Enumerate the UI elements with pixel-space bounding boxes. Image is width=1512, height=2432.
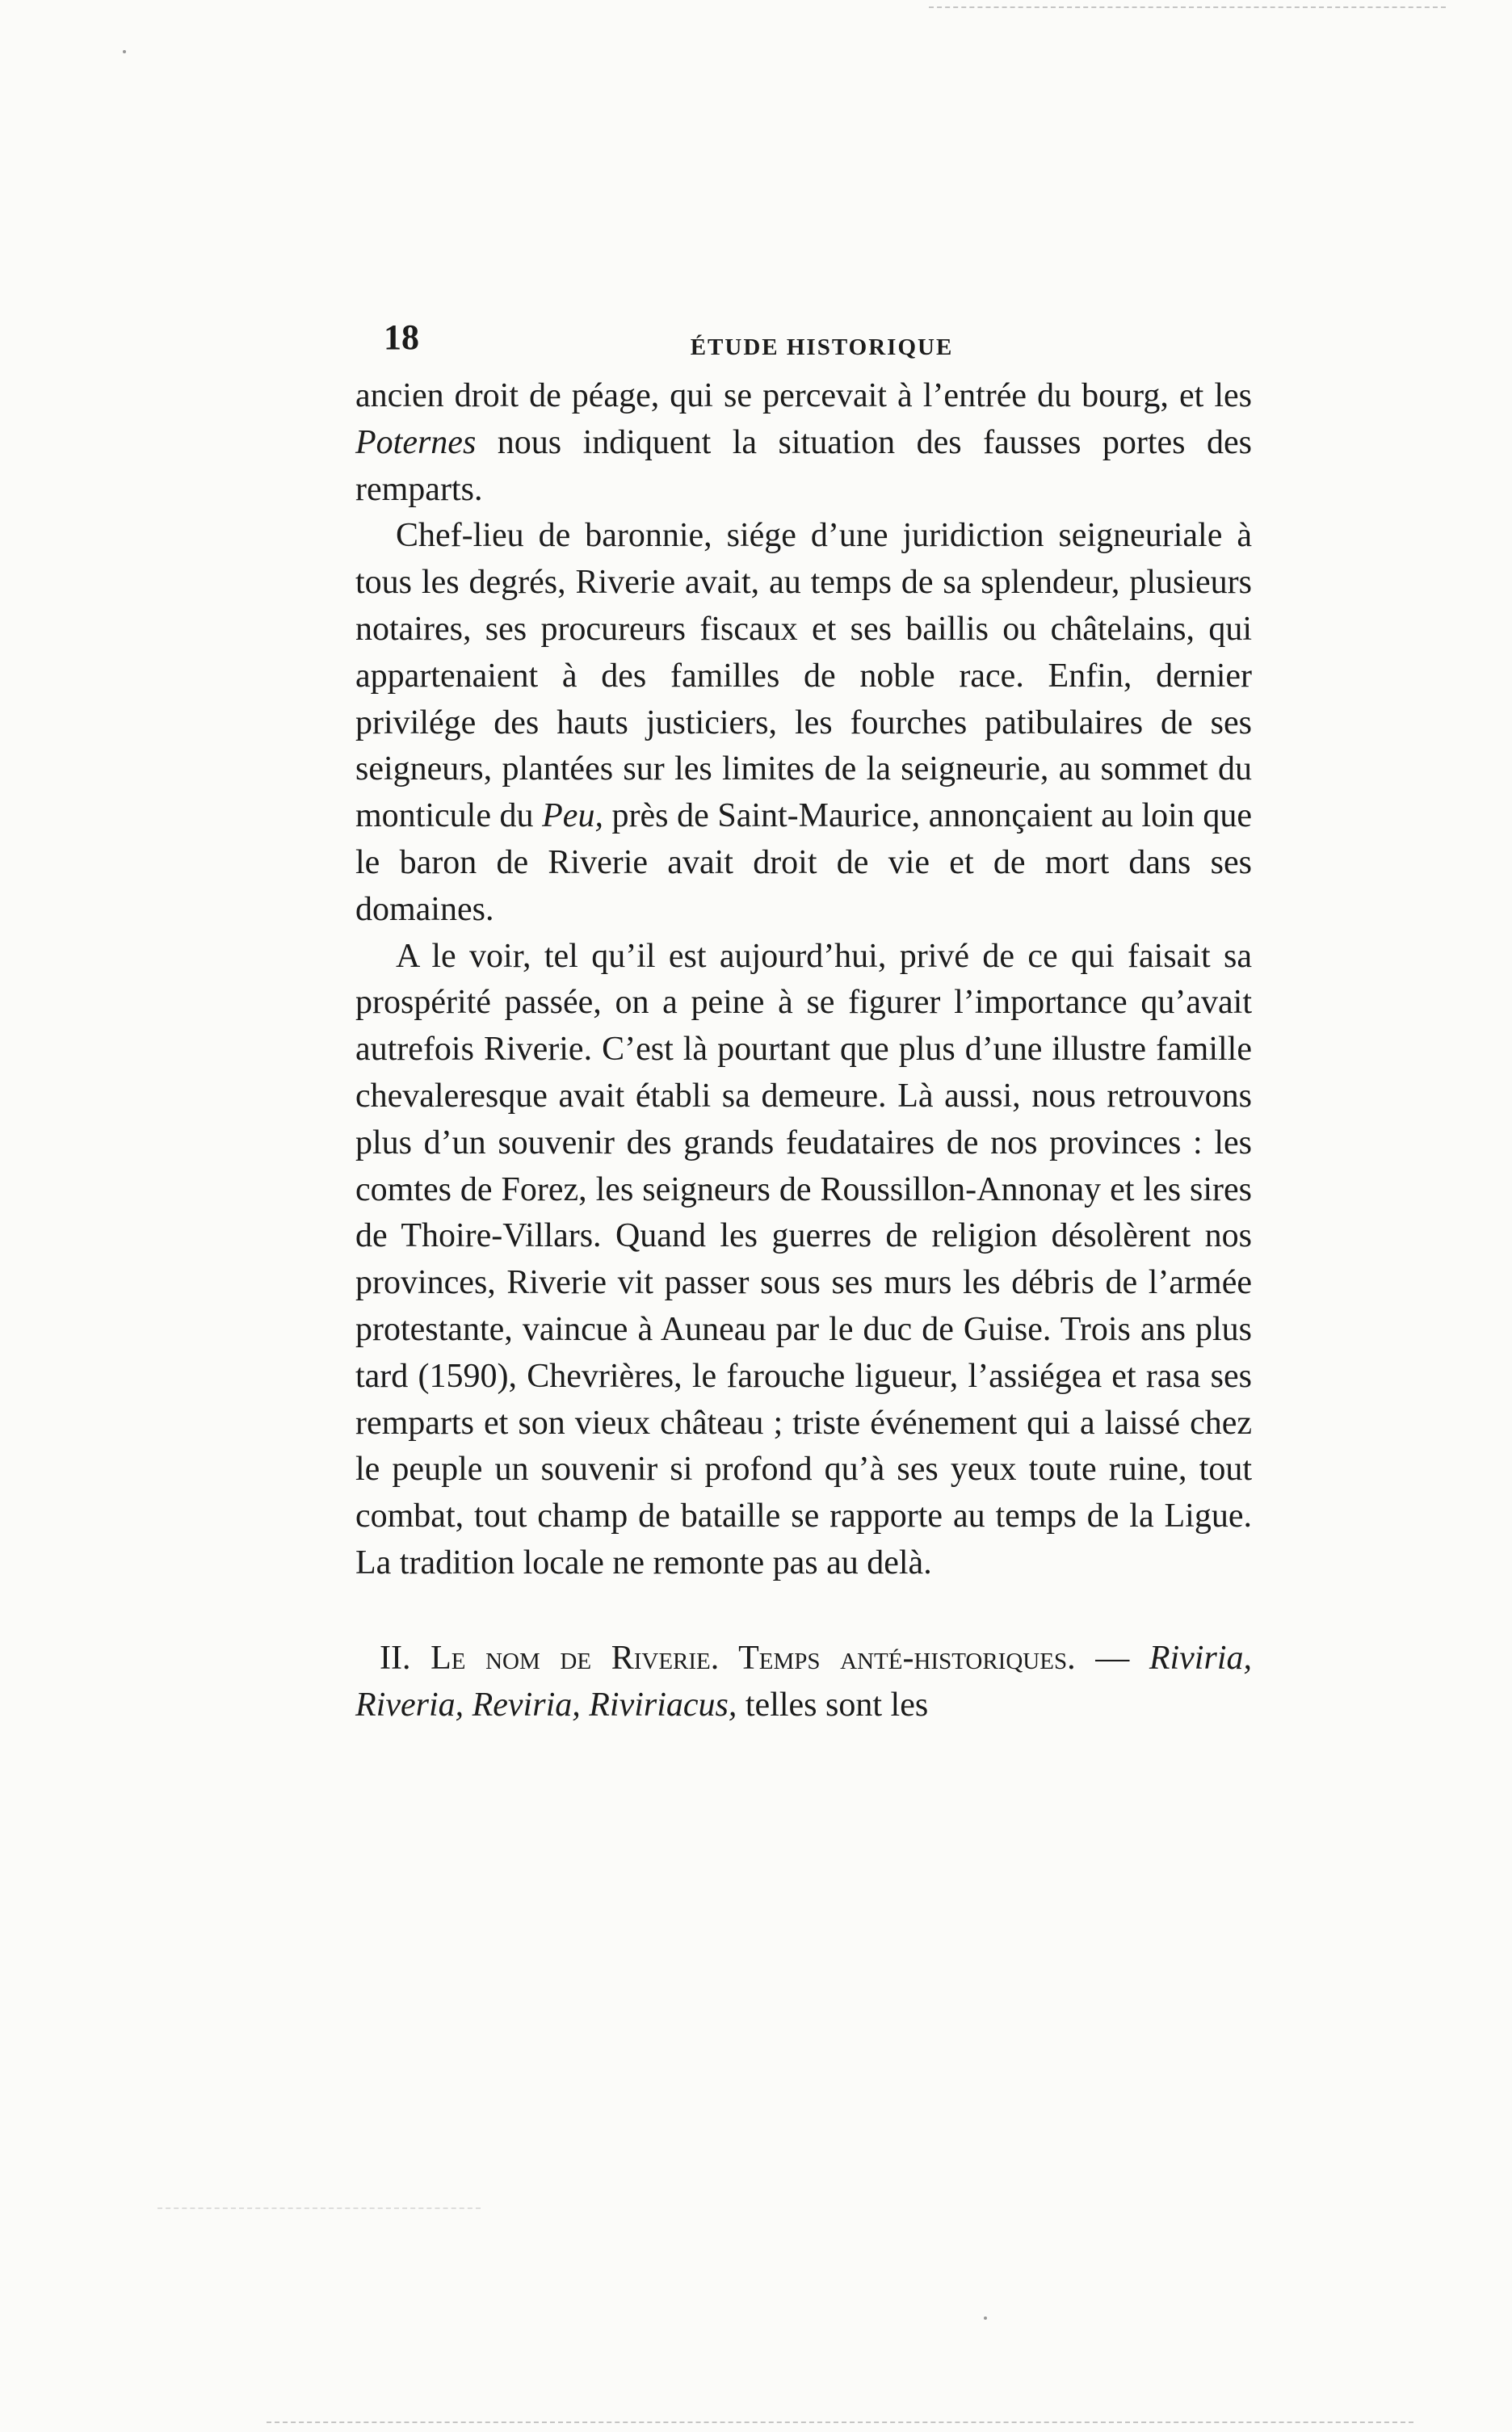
paragraph-1 [355, 373, 1252, 513]
scan-edge-line-bottom [267, 2421, 1413, 2423]
scan-edge-line-lower [158, 2207, 481, 2209]
paragraph-1-text-cont: nous indiquent la situation des fausses portes des remparts. [355, 423, 1252, 508]
paragraph-3: A le voir, tel qu’il est aujourd’hui, privé de ce qui faisait sa prospérité passée, on a peine à se figurer l’importance qu’avait autrefois Riverie. C’est là pourtant que plus d’une illustre famille chevaleresque avait établi sa demeure. Là aussi, nous retrouvons plus d’un souvenir des grands feudataires de nos provinces : les comtes de Forez, les seigneurs de Roussillon-Annonay et les sires de Thoire-Villars. Quand les guerres de religion désolèrent nos provinces, Riverie vit passer sous ses murs les débris de l’armée protestante, vaincue à Auneau par le duc de Guise. Trois ans plus tard (1590), Chevrières, le farouche ligueur, l’assiégea et rasa ses remparts et son vieux château ; triste événement qui a laissé chez le peuple un souvenir si profond qu’à ses yeux toute ruine, tout combat, tout champ de bataille se rapporte au temps de la Ligue. La tradition locale ne remonte pas au delà. [355, 937, 1252, 1581]
scan-speck [123, 50, 126, 53]
italic-term: Peu, [542, 797, 603, 835]
paragraph-2-text: Chef-lieu de baronnie, siége d’une juridiction seigneuriale à tous les degrés, Riverie avait, au temps de sa splendeur, plusieurs notaires, ses procureurs fiscaux et ses baillis ou châtelains, qui appartenaient à des familles de noble race. Enfin, dernier privilége des hauts justiciers, les fourches patibulaires de ses seigneurs, plantées sur les limites de la seigneurie, au sommet du monticule du [355, 517, 1252, 835]
latin-names: Riviria, Riveria, Reviria, Riviriacus, [355, 1639, 1252, 1724]
scan-edge-line-top [929, 6, 1446, 8]
paragraph-2-text-cont: près de Saint-Maurice, annonçaient au loin que le baron de Riverie avait droit de vie et de mort dans ses domaines. [355, 797, 1252, 928]
italic-term: Poternes [355, 423, 477, 461]
body-text [355, 373, 1252, 1728]
section-paragraph [355, 1636, 1252, 1729]
section-gap [355, 1587, 1252, 1636]
scan-speck [984, 2316, 987, 2320]
paragraph-2 [355, 513, 1252, 933]
section-heading: II. Le nom de Riverie. Temps anté-historiques. — [380, 1639, 1130, 1677]
running-head: ÉTUDE HISTORIQUE [690, 334, 954, 360]
page-number: 18 [384, 317, 419, 357]
paragraph-1-text: ancien droit de péage, qui se percevait à l’entrée du bourg, et les [355, 377, 1252, 414]
page-header [384, 317, 1260, 365]
section-text: telles sont les [737, 1686, 929, 1724]
